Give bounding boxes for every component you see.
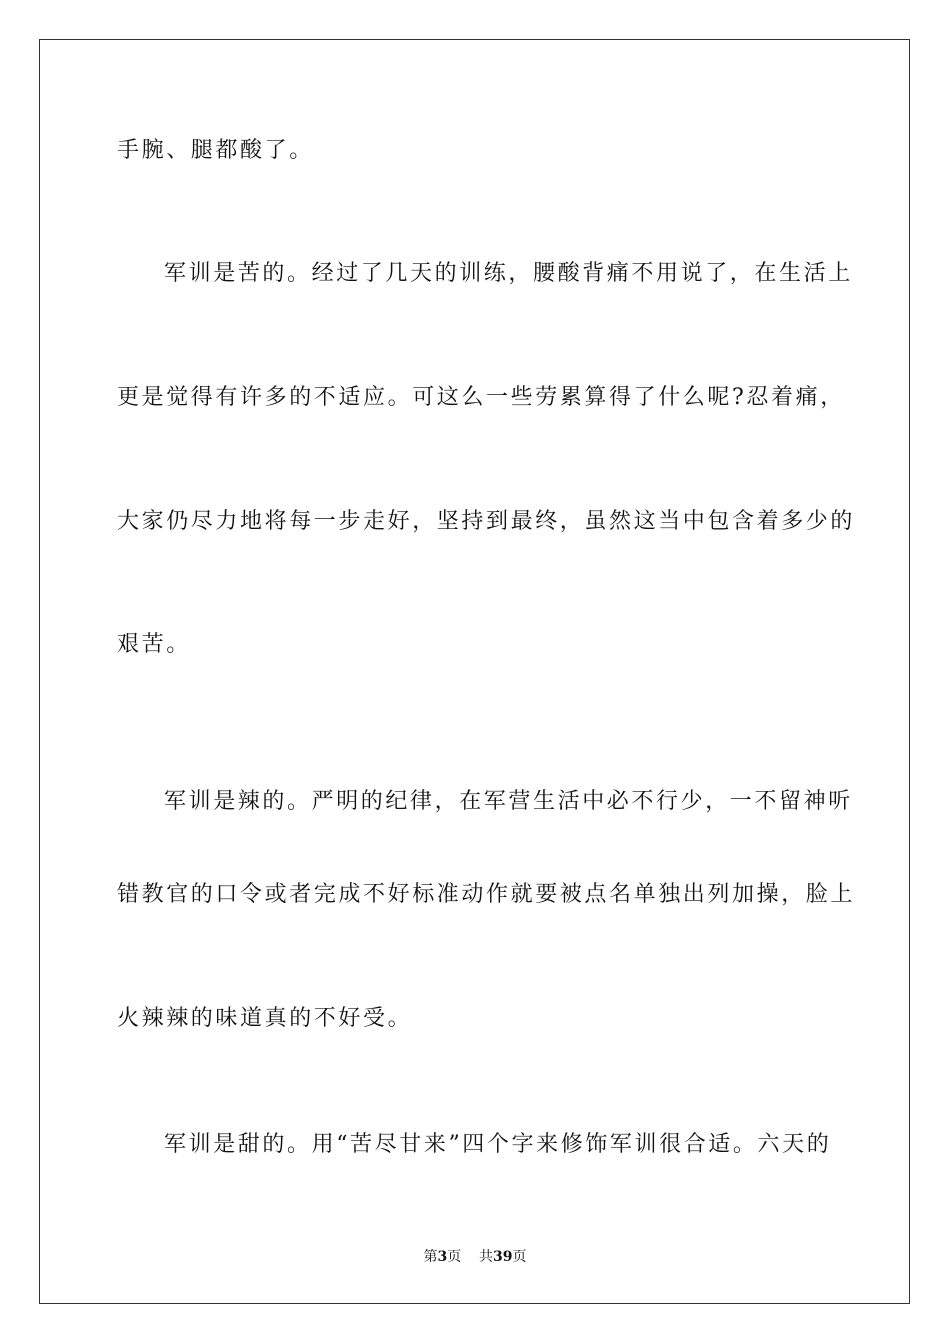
text-line-1: 手腕、腿都酸了。 [117,138,314,163]
text-line-8: 火辣辣的味道真的不好受。 [117,1006,413,1031]
current-page-number: 3 [437,1249,448,1265]
text-line-9: 军训是甜的。用“苦尽甘来”四个字来修饰军训很合适。六天的 [164,1132,832,1157]
text-line-7: 错教官的口令或者完成不好标准动作就要被点名单独出列加操，脸上 [117,882,856,907]
text-line-2: 军训是苦的。经过了几天的训练，腰酸背痛不用说了，在生活上 [164,261,853,286]
text-line-5: 艰苦。 [117,632,191,657]
page-unit: 页 [447,1249,462,1265]
text-line-6: 军训是辣的。严明的纪律，在军营生活中必不行少，一不留神听 [164,789,853,814]
total-unit: 页 [512,1249,527,1265]
total-prefix: 共 [479,1249,494,1265]
text-line-3: 更是觉得有许多的不适应。可这么一些劳累算得了什么呢?忍着痛， [117,385,845,410]
text-line-4: 大家仍尽力地将每一步走好，坚持到最终，虽然这当中包含着多少的 [117,509,856,534]
page-prefix: 第 [423,1249,438,1265]
page-footer [0,1248,950,1266]
page-border [39,39,910,1304]
total-page-number: 39 [493,1249,513,1265]
